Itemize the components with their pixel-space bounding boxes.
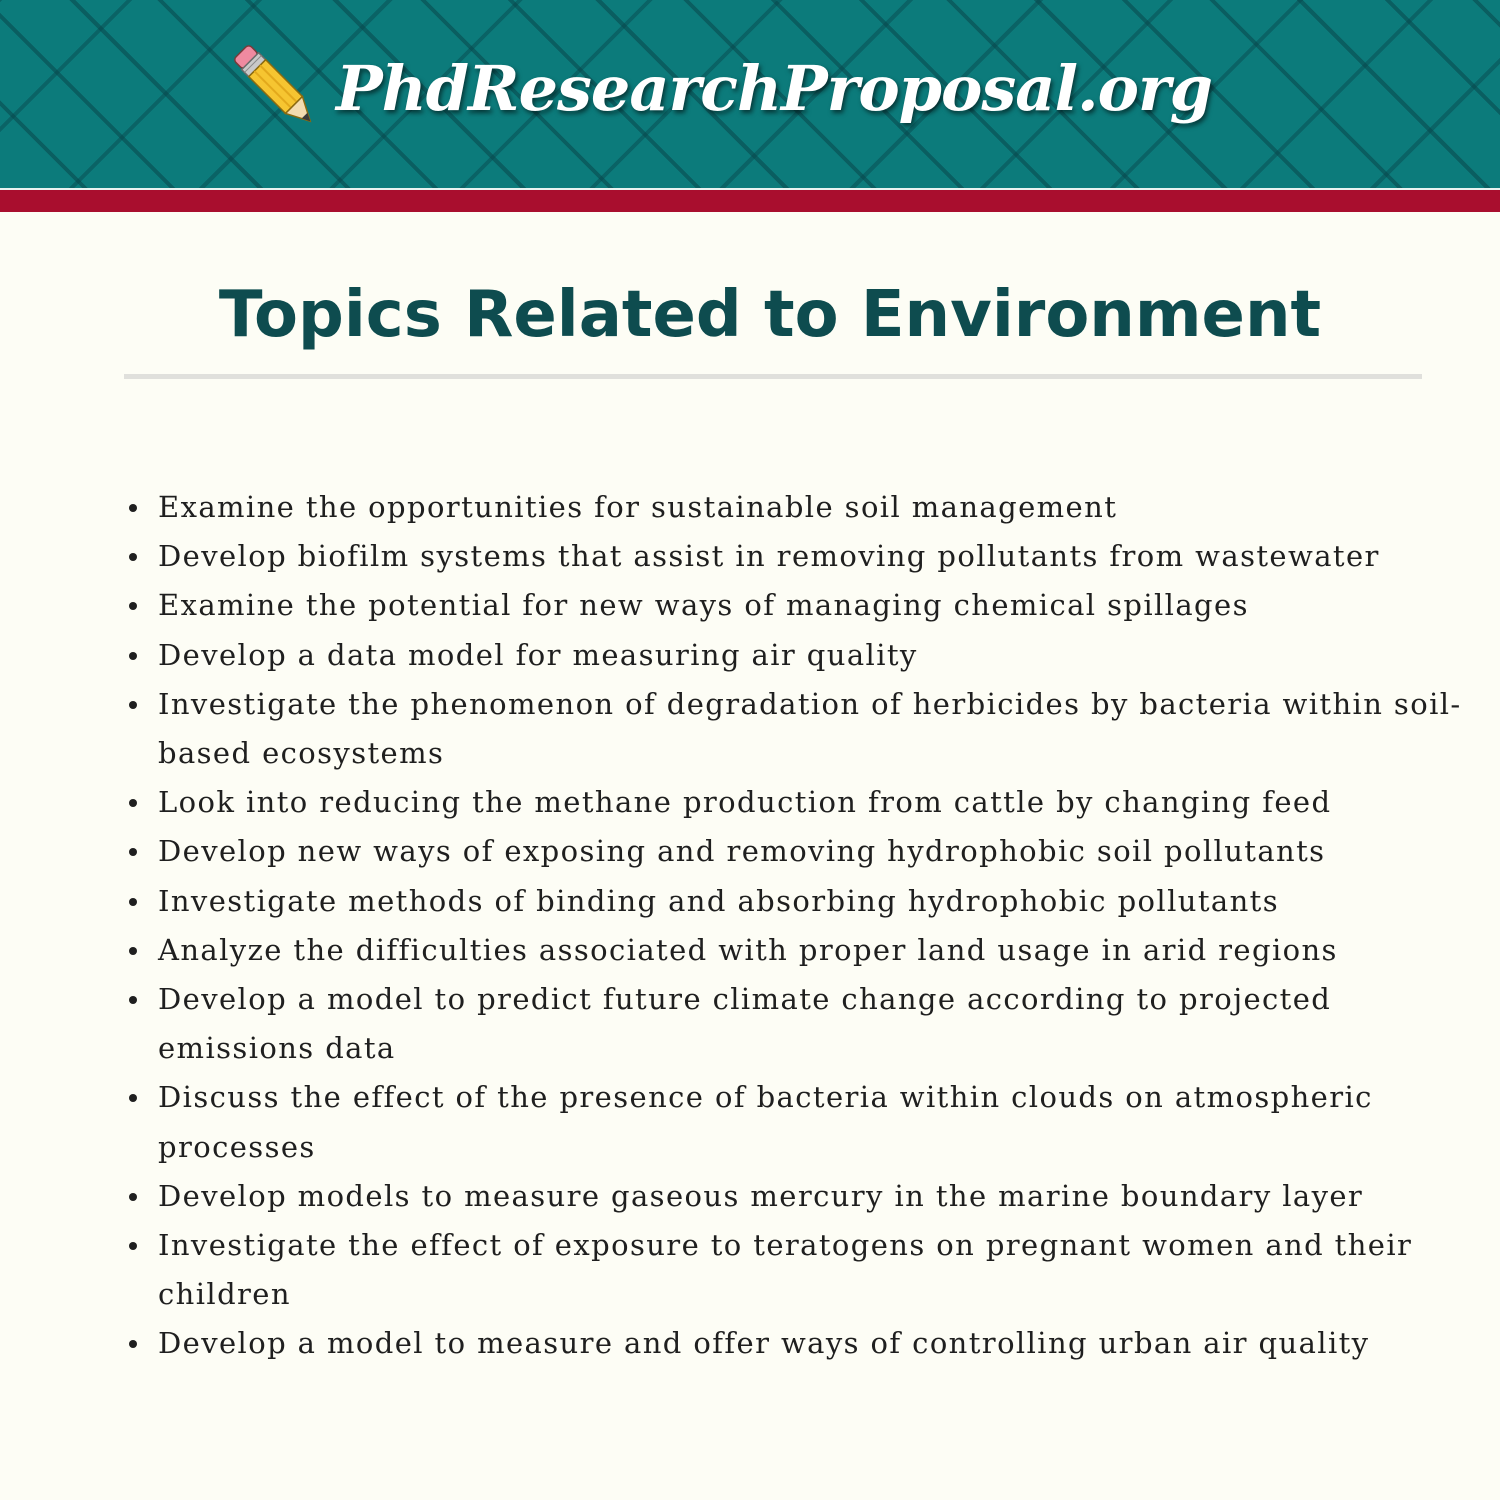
list-item: Analyze the difficulties associated with proper land usage in arid regions: [158, 926, 1488, 975]
site-logo[interactable]: [222, 28, 1282, 148]
logo-text: PhdResearchProposal.org: [336, 51, 1212, 125]
list-item: Develop a data model for measuring air quality: [158, 631, 1488, 680]
list-item: Develop new ways of exposing and removing hydrophobic soil pollutants: [158, 827, 1488, 876]
list-item: Develop models to measure gaseous mercury in the marine boundary layer: [158, 1172, 1488, 1221]
list-item: Develop a model to measure and offer ways of controlling urban air quality: [158, 1319, 1488, 1368]
topics-list: [124, 483, 1488, 1369]
list-item: Investigate the phenomenon of degradation of herbicides by bacteria within soil-based ecosystems: [158, 680, 1488, 778]
list-item: Develop a model to predict future climate change according to projected emissions data: [158, 975, 1488, 1073]
list-item: Develop biofilm systems that assist in removing pollutants from wastewater: [158, 532, 1488, 581]
list-item: Investigate methods of binding and absorbing hydrophobic pollutants: [158, 877, 1488, 926]
list-item: Discuss the effect of the presence of bacteria within clouds on atmospheric processes: [158, 1073, 1488, 1171]
header-banner: [0, 0, 1500, 188]
red-band: [0, 190, 1500, 212]
list-item: Examine the opportunities for sustainable soil management: [158, 483, 1488, 532]
list-item: Examine the potential for new ways of managing chemical spillages: [158, 581, 1488, 630]
page-title: Topics Related to Environment: [218, 278, 1322, 352]
pencil-icon: [222, 33, 332, 143]
list-item: Investigate the effect of exposure to teratogens on pregnant women and their children: [158, 1221, 1488, 1319]
title-divider: [124, 374, 1422, 379]
list-item: Look into reducing the methane production from cattle by changing feed: [158, 778, 1488, 827]
